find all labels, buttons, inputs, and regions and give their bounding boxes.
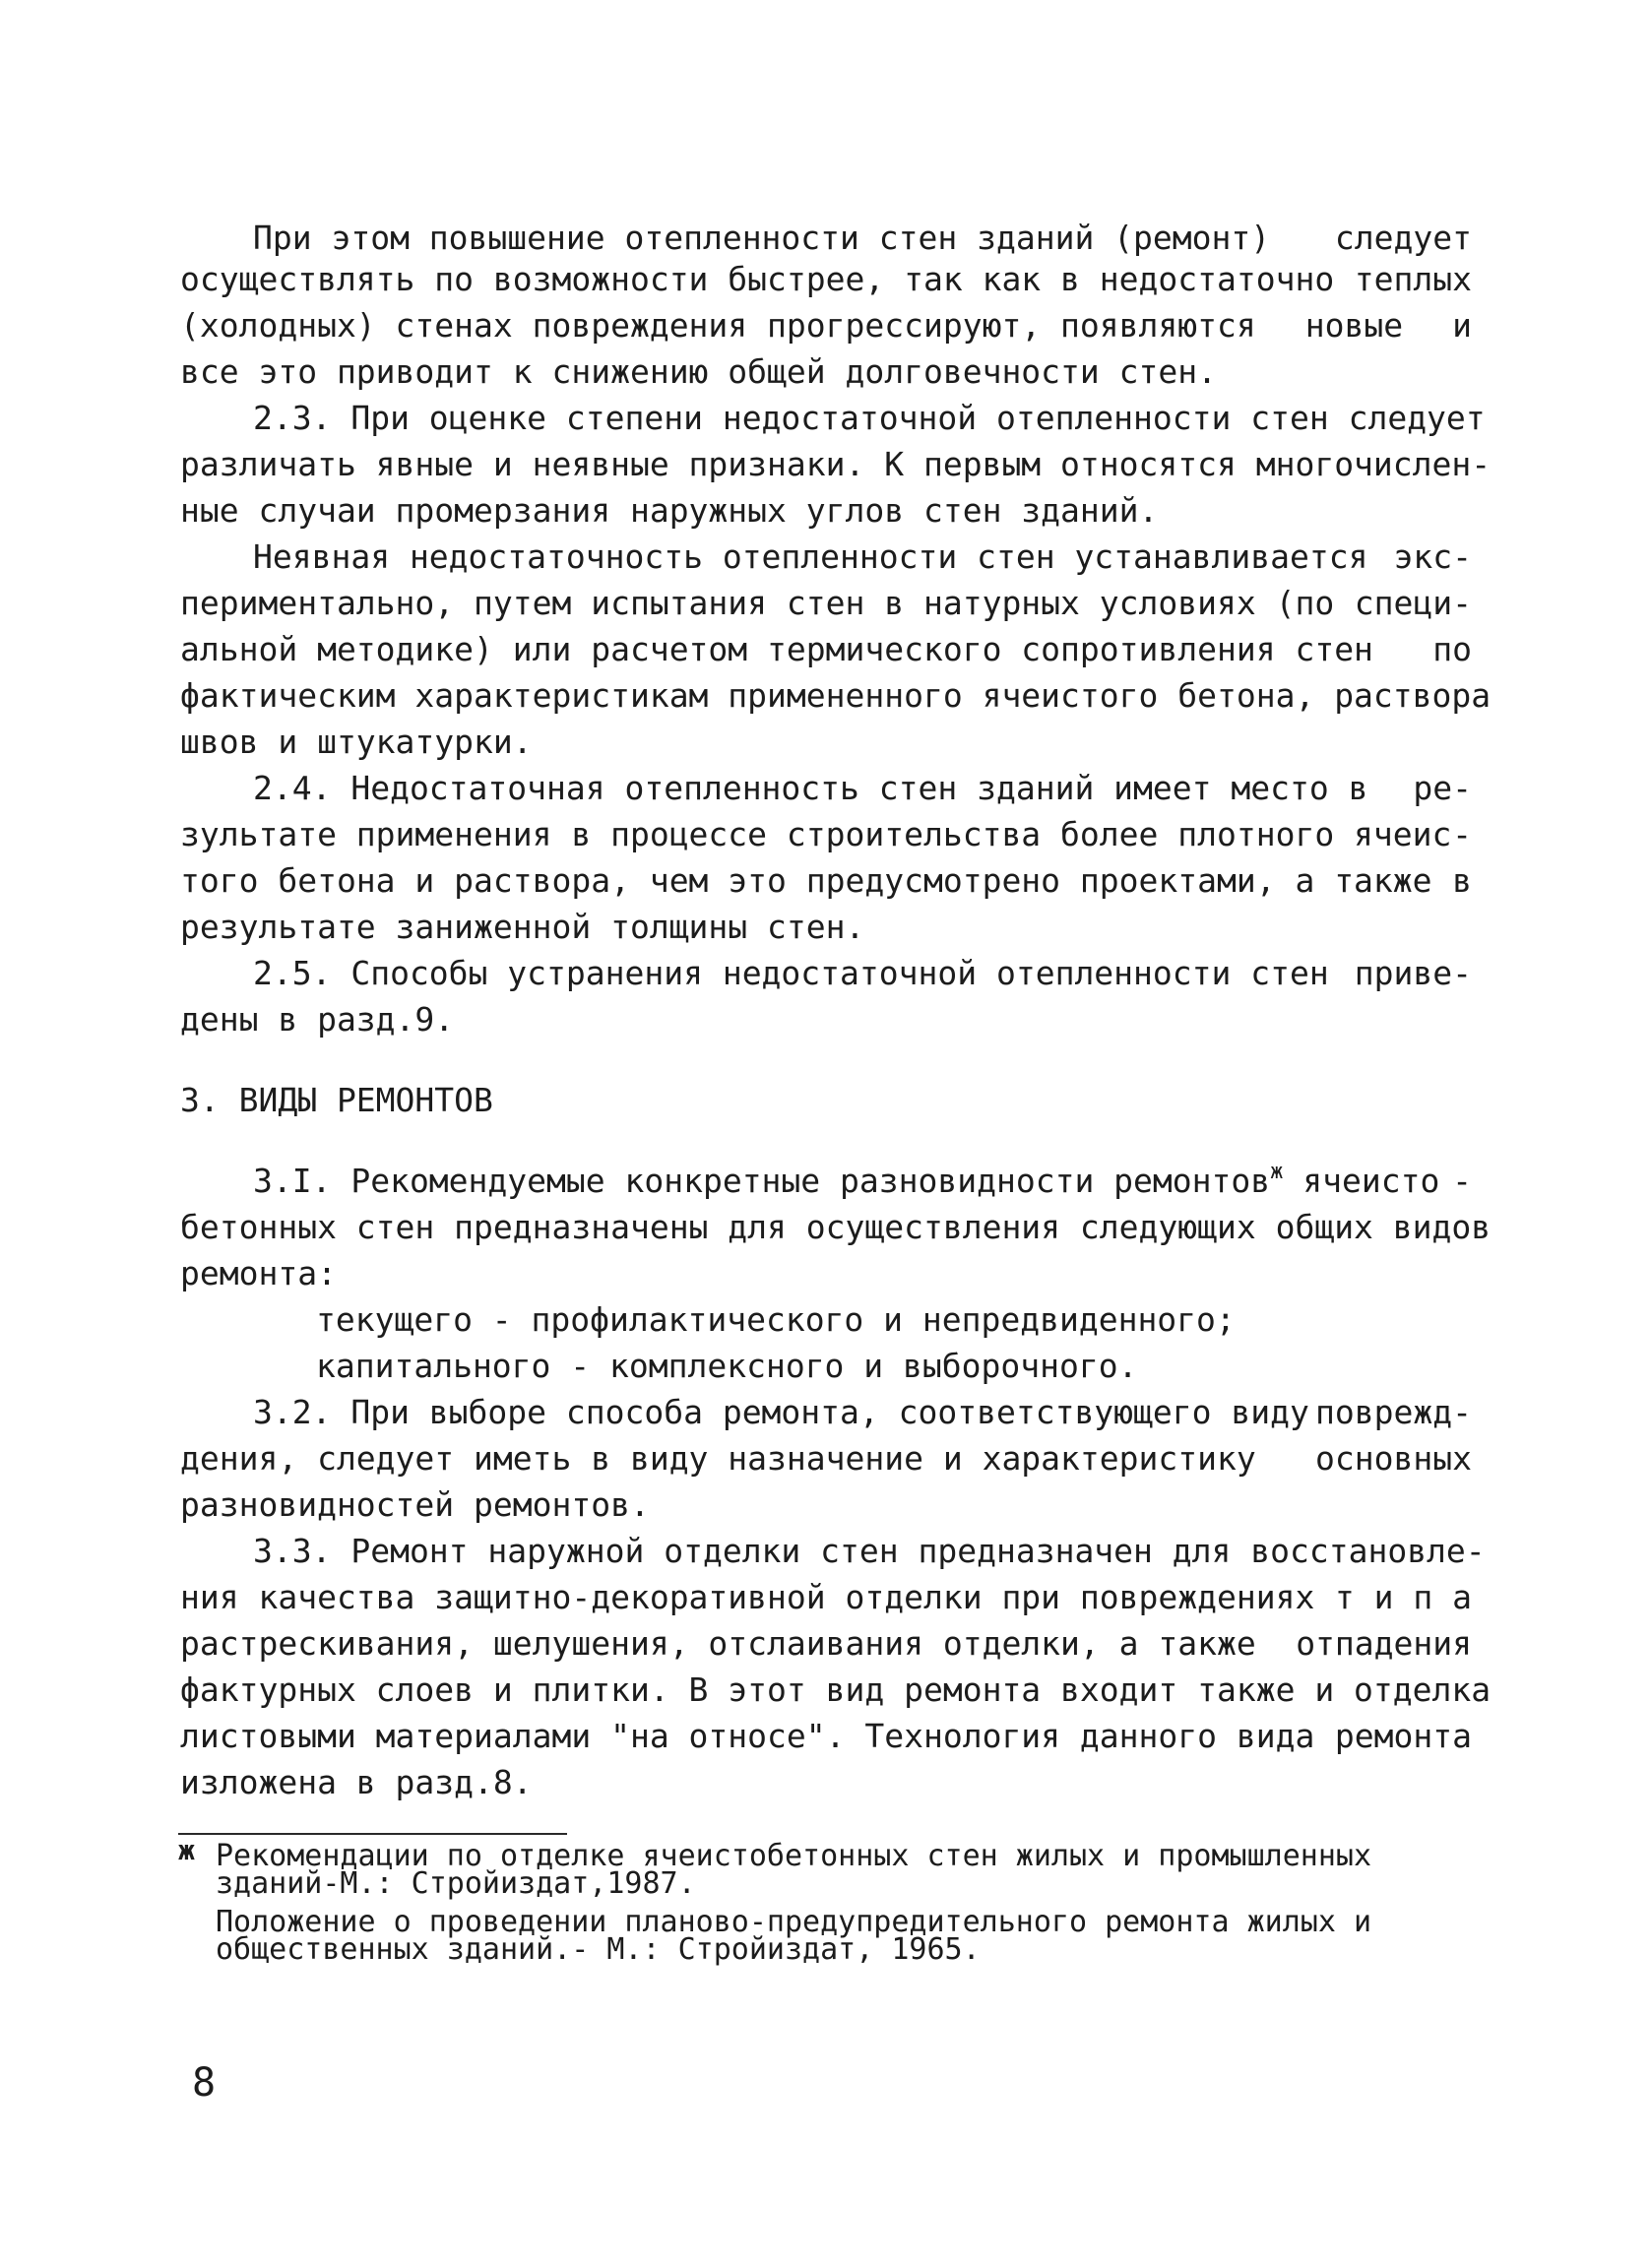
text-line: того бетона и раствора, чем это предусмотрено проектами, а также в — [180, 861, 1472, 900]
text-line: все это приводит к снижению общей долговечности стен. — [180, 352, 1217, 391]
footnote-divider — [178, 1833, 567, 1835]
text-line: бетонных стен предназначены для осуществления следующих общих видов — [180, 1208, 1492, 1246]
text-line: ния качества защитно-декоративной отделки при повреждениях т и п а — [180, 1578, 1472, 1616]
text-line: различать явные и неявные признаки. К первым относятся многочислен- — [180, 445, 1492, 483]
text-line: 2.4. Недостаточная отепленность стен зданий имеет место в ре- — [253, 769, 1472, 807]
text-line: 2.5. Способы устранения недостаточной отепленности стен приве- — [253, 954, 1472, 992]
text-line: ремонта: — [180, 1254, 337, 1292]
footnote-line: Положение о проведении планово-предупредительного ремонта жилых и — [216, 1905, 1371, 1939]
text-line: фактическим характеристикам примененного ячеистого бетона, раствора — [180, 676, 1492, 715]
text-line: фактурных слоев и плитки. В этот вид ремонта входит также и отделка — [180, 1670, 1492, 1709]
text-line: дения, следует иметь в виду назначение и характеристику основных — [180, 1439, 1472, 1478]
text-line: ные случаи промерзания наружных углов стен зданий. — [180, 491, 1159, 530]
text-line: изложена в разд.8. — [180, 1763, 533, 1801]
text-line: листовыми материалами "на относе". Технология данного вида ремонта — [180, 1717, 1472, 1755]
text-line: 2.3. При оценке степени недостаточной отепленности стен следует — [253, 399, 1486, 437]
text-line: периментально, путем испытания стен в натурных условиях (по специ- — [180, 584, 1472, 622]
page-number: 8 — [192, 2060, 217, 2106]
text-line: швов и штукатурки. — [180, 723, 533, 761]
text-line: Неявная недостаточность отепленности стен устанавливается экс- — [253, 537, 1472, 576]
text-line: дены в разд.9. — [180, 1000, 455, 1039]
text-line: альной методике) или расчетом термического сопротивления стен по — [180, 630, 1472, 668]
text-line: 3.2. При выборе способа ремонта, соответствующего виду поврежд- — [253, 1393, 1472, 1431]
text-line: При этом повышение отепленности стен зданий (ремонт) следует — [253, 219, 1472, 257]
section-heading: 3. ВИДЫ РЕМОНТОВ — [180, 1081, 493, 1119]
text-line: зультате применения в процессе строительства более плотного ячеис - — [180, 815, 1472, 853]
footnote-marker: ж — [1270, 1160, 1284, 1184]
text-line: 3.I. Рекомендуемые конкретные разновидности ремонтов$^ж$ ячеисто - — [253, 1160, 1472, 1200]
footnote-mark: ж — [178, 1834, 195, 1866]
text-line: 3.3. Ремонт наружной отделки стен предназначен для восстановле- — [253, 1532, 1486, 1570]
text-line: результате заниженной толщины стен. — [180, 908, 865, 946]
list-item: текущего - профилактического и непредвиденного; — [316, 1300, 1236, 1339]
text-line: осуществлять по возможности быстрее, так как в недостаточно теплых — [180, 260, 1472, 298]
footnote-line: Рекомендации по отделке ячеистобетонных стен жилых и промышленных — [216, 1839, 1371, 1873]
text-line: растрескивания, шелушения, отслаивания отделки, а также отпадения — [180, 1624, 1472, 1663]
text-line: разновидностей ремонтов. — [180, 1485, 650, 1524]
footnote-line: зданий-М.: Стройиздат,1987. — [216, 1866, 696, 1901]
list-item: капитального - комплексного и выборочного. — [316, 1347, 1138, 1385]
text-line: (холодных) стенах повреждения прогрессируют, появляются новые и — [180, 306, 1472, 345]
footnote-line: общественных зданий.- М.: Стройиздат, 1965. — [216, 1932, 981, 1967]
